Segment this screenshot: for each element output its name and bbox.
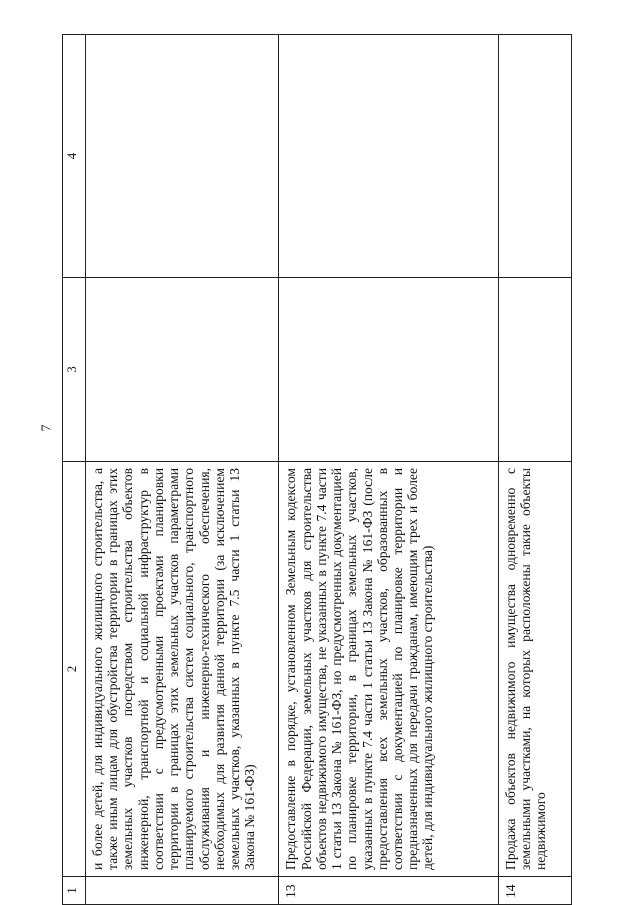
table-row (498, 35, 571, 905)
row-col3 (279, 278, 498, 462)
row-col3 (498, 278, 571, 462)
row-number (86, 877, 279, 905)
row-number: 14 (498, 877, 571, 905)
row-text: Предоставление в порядке, установленном Земельным кодексом Российской Федерации, земельных участков для строительства объектов недвижимого имущества, не указанных в пункте 7.4 части 1 статьи 13 Закона № 161-ФЗ, но предусмотренных документацией по планировке территории, в границах земельных участков, указанных в пункте 7.4 части 1 статьи 13 Закона № 161-ФЗ (после предоставления всех земельных участков, образованных в соответствии с документацией по планировке территории и предназначенных для передачи гражданам, имеющим трех и более детей, для индивидуального жилищного строительства) (279, 462, 498, 877)
row-col4 (86, 35, 279, 278)
row-col3 (86, 278, 279, 462)
table-header-row (63, 35, 86, 905)
rotated-table-stage (62, 35, 572, 905)
column-header: 2 (63, 462, 86, 877)
column-header: 4 (63, 35, 86, 278)
table-row (86, 35, 279, 905)
row-text: и более детей, для индивидуального жилищного строительства, а также иным лицам для обустройства территории в границах этих земельных участков посредством строительства объектов инженерной, транспортной и социальной инфраструктур в соответствии с предусмотренными проектами планировки территории в границах этих земельных участков параметрами планируемого строительства систем социального, транспортного обслуживания и инженерно-технического обеспечения, необходимых для развития данной территории (за исключением земельных участков, указанных в пункте 7.5 части 1 статьи 13 Закона № 161-ФЗ) (86, 462, 279, 877)
table-row (279, 35, 498, 905)
row-number: 13 (279, 877, 498, 905)
row-col4 (279, 35, 498, 278)
page-number: 7 (39, 424, 55, 432)
column-header: 1 (63, 877, 86, 905)
row-col4 (498, 35, 571, 278)
row-text: Продажа объектов недвижимого имущества одновременно с земельными участками, на которых расположены такие объекты недвижимого (498, 462, 571, 877)
document-table (62, 34, 572, 905)
column-header: 3 (63, 278, 86, 462)
